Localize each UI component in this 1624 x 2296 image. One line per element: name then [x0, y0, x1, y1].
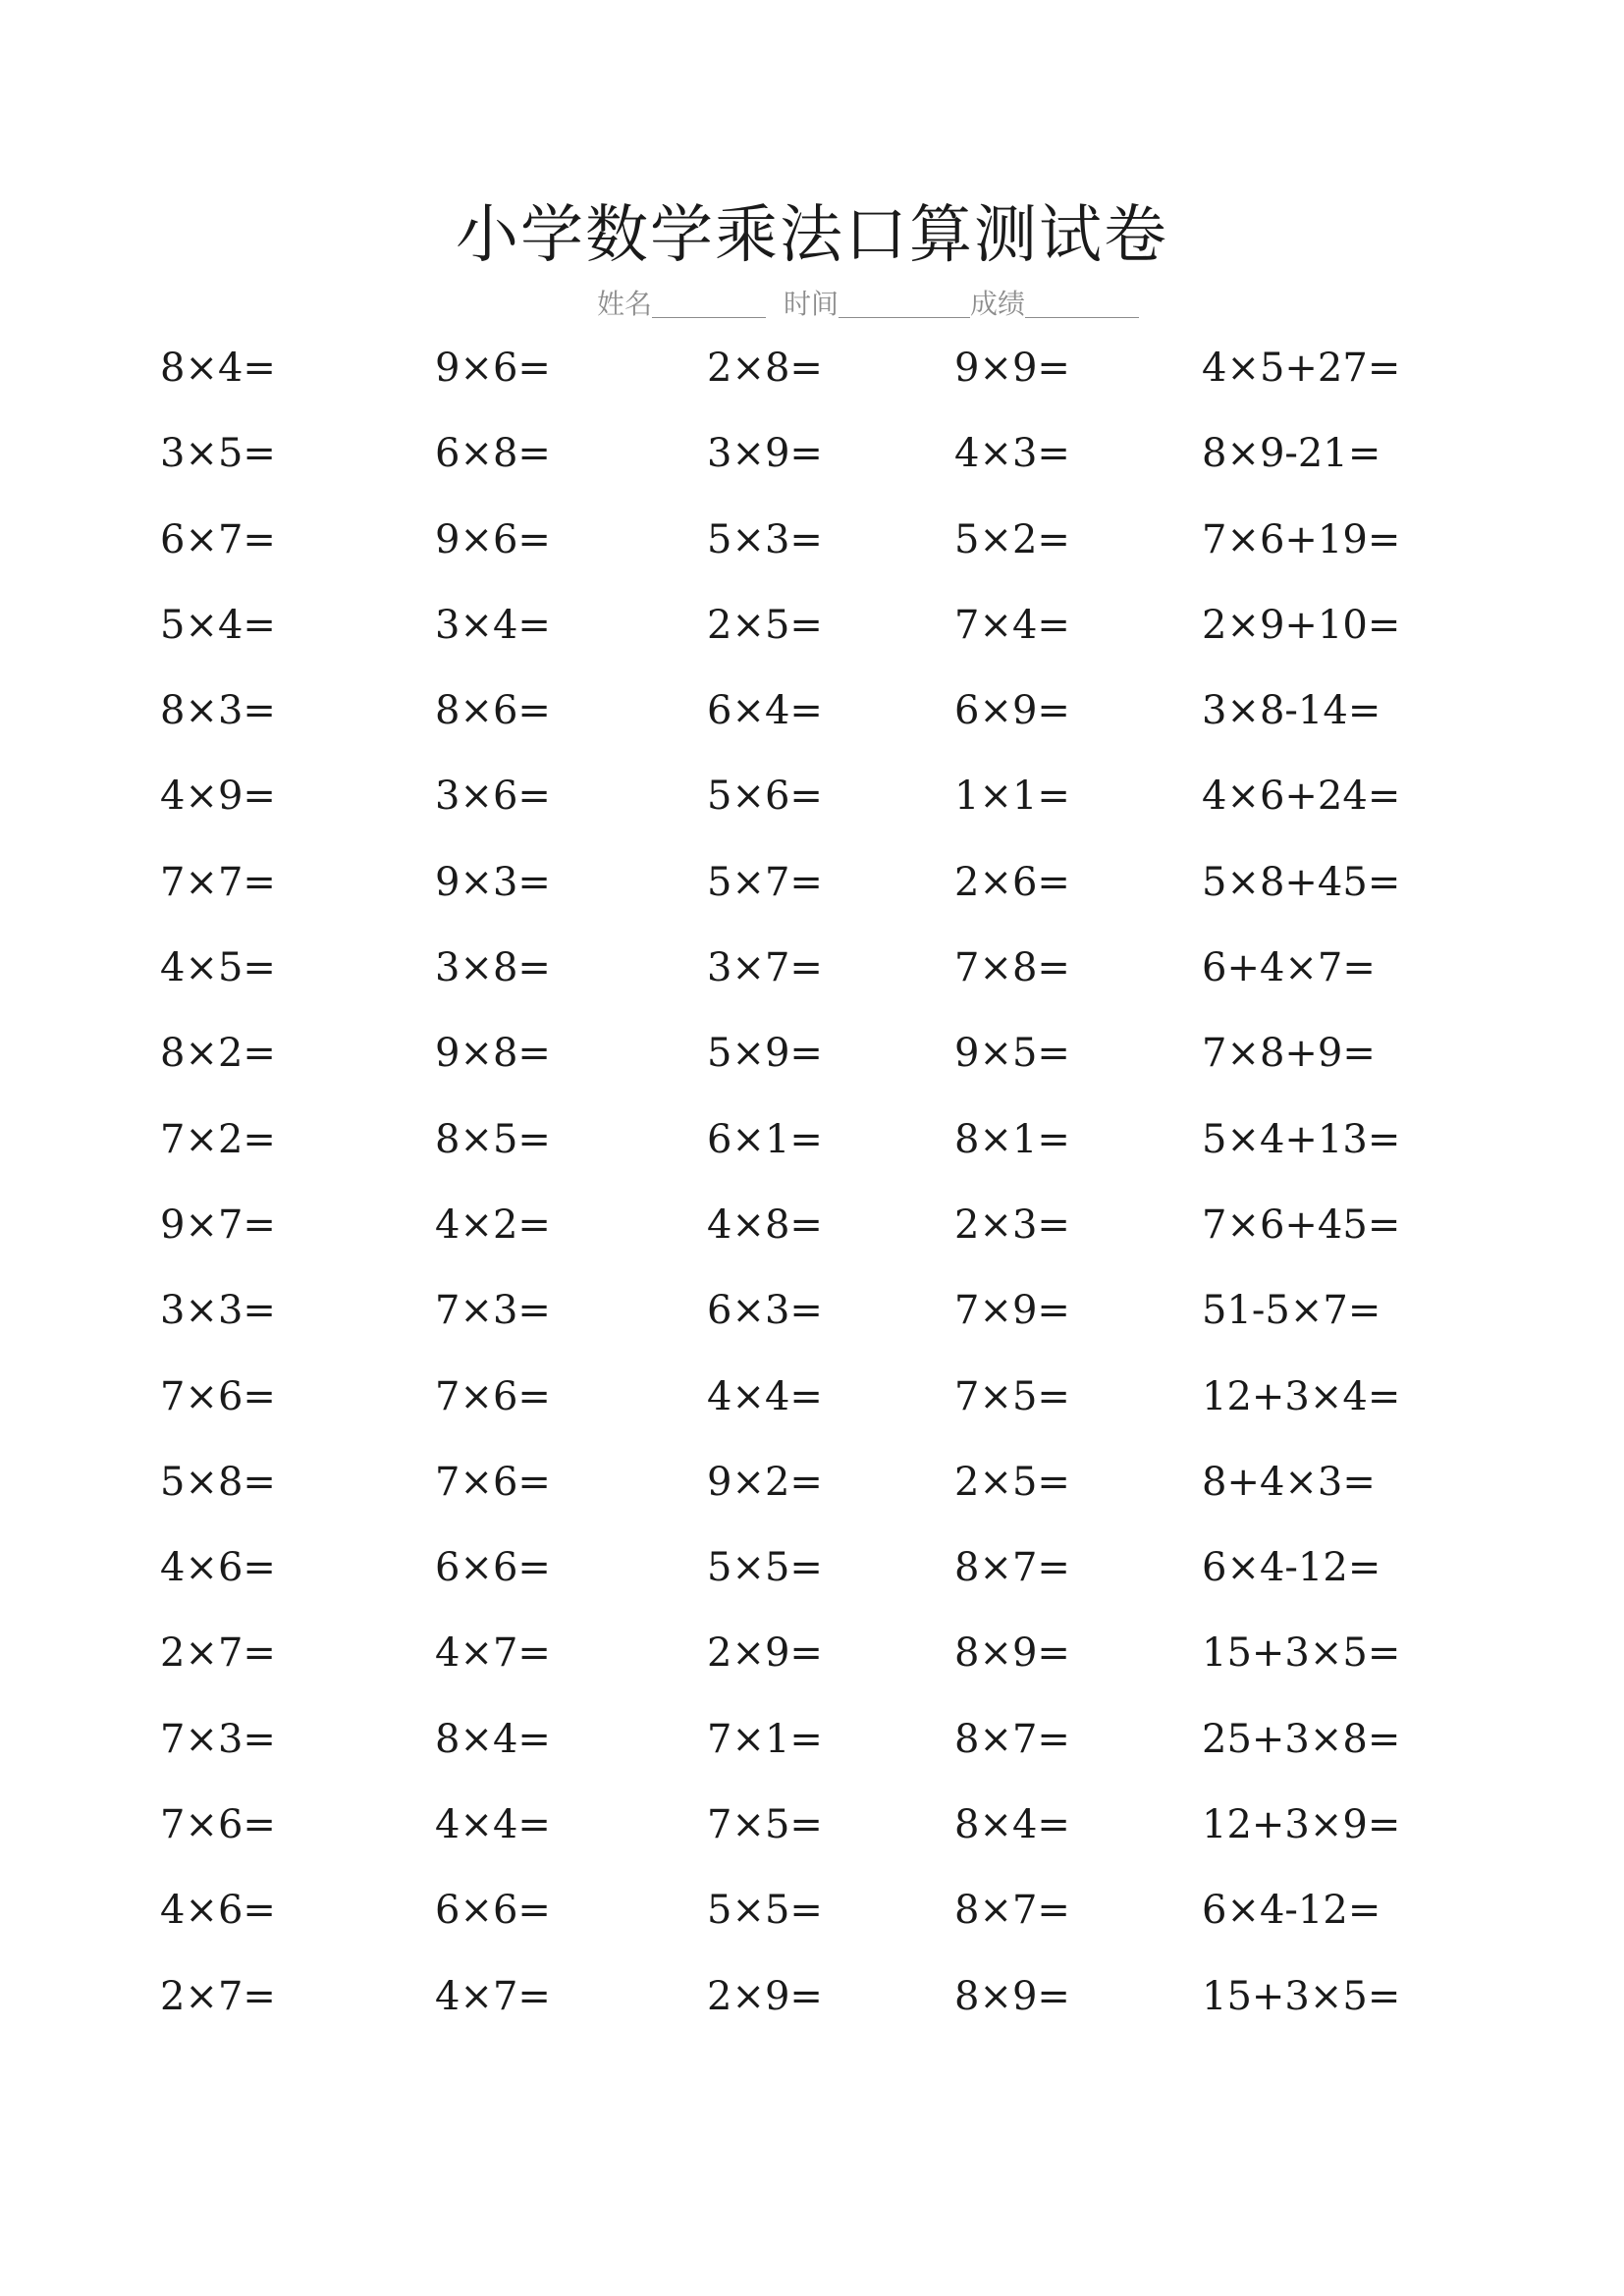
problem-item: 3×4=: [435, 602, 551, 648]
problem-item: 2×3=: [954, 1201, 1070, 1248]
problem-item: 9×6=: [435, 516, 551, 562]
problem-row: [0, 934, 1624, 1019]
problem-item: 5×9=: [707, 1031, 823, 1077]
problem-item: 3×6=: [435, 774, 551, 820]
problem-item: 4×9=: [160, 774, 276, 820]
problem-item: 6×1=: [707, 1116, 823, 1162]
problem-item: 2×6=: [954, 859, 1070, 905]
problem-item: 5×2=: [954, 516, 1070, 562]
problem-item: 6×6=: [435, 1545, 551, 1591]
problem-item: 8×9=: [954, 1630, 1070, 1677]
problem-item: 4×5+27=: [1202, 346, 1401, 391]
problem-item: 7×4=: [954, 602, 1070, 648]
problem-item: 5×8=: [160, 1459, 276, 1505]
problem-item: 5×3=: [707, 516, 823, 562]
problem-row: [0, 334, 1624, 419]
problem-row: [0, 1105, 1624, 1191]
name-blank[interactable]: [652, 286, 766, 318]
problem-item: 2×8=: [707, 346, 823, 391]
problem-item: 9×5=: [954, 1031, 1070, 1077]
problem-item: 9×2=: [707, 1459, 823, 1505]
problem-item: 5×8+45=: [1202, 859, 1401, 905]
problem-item: 7×7=: [160, 859, 276, 905]
problem-item: 1×1=: [954, 774, 1070, 820]
problem-item: 9×8=: [435, 1031, 551, 1077]
problem-item: 7×6+45=: [1202, 1201, 1401, 1248]
problem-item: 6×4-12=: [1202, 1545, 1381, 1591]
problem-item: 8×4=: [954, 1802, 1070, 1848]
problem-item: 5×7=: [707, 859, 823, 905]
problem-item: 2×5=: [707, 602, 823, 648]
page-title: 小学数学乘法口算测试卷: [456, 199, 1168, 272]
problem-item: 5×5=: [707, 1545, 823, 1591]
problem-item: 4×6+24=: [1202, 774, 1401, 820]
problem-item: 2×7=: [160, 1973, 276, 2019]
problem-item: 5×6=: [707, 774, 823, 820]
problem-item: 7×6+19=: [1202, 516, 1401, 562]
problem-row: [0, 1276, 1624, 1362]
problem-item: 4×7=: [435, 1973, 551, 2019]
problem-item: 15+3×5=: [1202, 1630, 1401, 1677]
problem-item: 12+3×9=: [1202, 1802, 1401, 1848]
name-label: 姓名: [597, 288, 653, 320]
problem-item: 7×8+9=: [1202, 1031, 1376, 1077]
time-label: 时间: [784, 288, 839, 320]
problem-item: 8×5=: [435, 1116, 551, 1162]
problem-row: [0, 848, 1624, 934]
student-info-line: [597, 285, 1139, 324]
problem-grid: [0, 334, 1624, 2048]
problem-item: 7×9=: [954, 1288, 1070, 1334]
problem-row: [0, 1876, 1624, 1961]
problem-item: 8×4=: [160, 346, 276, 391]
problem-item: 25+3×8=: [1202, 1716, 1401, 1762]
problem-item: 8×7=: [954, 1888, 1070, 1934]
problem-item: 2×7=: [160, 1630, 276, 1677]
problem-item: 7×3=: [435, 1288, 551, 1334]
problem-item: 4×8=: [707, 1201, 823, 1248]
problem-row: [0, 1705, 1624, 1790]
problem-row: [0, 1191, 1624, 1276]
problem-item: 3×8=: [435, 945, 551, 991]
problem-item: 2×9=: [707, 1973, 823, 2019]
problem-row: [0, 1362, 1624, 1448]
problem-item: 4×6=: [160, 1545, 276, 1591]
problem-row: [0, 762, 1624, 847]
problem-item: 8×9-21=: [1202, 431, 1381, 477]
problem-item: 5×5=: [707, 1888, 823, 1934]
problem-row: [0, 591, 1624, 676]
problem-item: 8+4×3=: [1202, 1459, 1376, 1505]
problem-row: [0, 676, 1624, 762]
problem-row: [0, 1533, 1624, 1619]
time-blank[interactable]: [839, 286, 970, 318]
problem-row: [0, 1448, 1624, 1533]
problem-item: 2×9=: [707, 1630, 823, 1677]
problem-row: [0, 506, 1624, 591]
problem-item: 7×6=: [435, 1459, 551, 1505]
problem-item: 5×4+13=: [1202, 1116, 1401, 1162]
problem-item: 7×3=: [160, 1716, 276, 1762]
problem-item: 8×9=: [954, 1973, 1070, 2019]
problem-item: 4×6=: [160, 1888, 276, 1934]
problem-item: 15+3×5=: [1202, 1973, 1401, 2019]
problem-row: [0, 1019, 1624, 1104]
problem-row: [0, 1790, 1624, 1876]
problem-item: 4×5=: [160, 945, 276, 991]
problem-item: 6×4-12=: [1202, 1888, 1381, 1934]
problem-item: 8×2=: [160, 1031, 276, 1077]
problem-item: 3×9=: [707, 431, 823, 477]
problem-item: 6×8=: [435, 431, 551, 477]
problem-item: 9×9=: [954, 346, 1070, 391]
problem-item: 3×3=: [160, 1288, 276, 1334]
problem-item: 7×6=: [160, 1373, 276, 1419]
problem-item: 7×6=: [160, 1802, 276, 1848]
problem-item: 6×4=: [707, 688, 823, 734]
problem-row: [0, 1619, 1624, 1704]
problem-item: 7×6=: [435, 1373, 551, 1419]
problem-item: 8×7=: [954, 1545, 1070, 1591]
problem-item: 7×1=: [707, 1716, 823, 1762]
problem-item: 7×5=: [954, 1373, 1070, 1419]
problem-item: 6×6=: [435, 1888, 551, 1934]
problem-item: 3×7=: [707, 945, 823, 991]
problem-item: 4×2=: [435, 1201, 551, 1248]
problem-row: [0, 1962, 1624, 2048]
problem-item: 6×9=: [954, 688, 1070, 734]
problem-item: 9×7=: [160, 1201, 276, 1248]
problem-item: 2×5=: [954, 1459, 1070, 1505]
problem-item: 9×6=: [435, 346, 551, 391]
problem-item: 9×3=: [435, 859, 551, 905]
problem-item: 4×4=: [707, 1373, 823, 1419]
problem-item: 2×9+10=: [1202, 602, 1401, 648]
problem-item: 7×2=: [160, 1116, 276, 1162]
problem-item: 6×7=: [160, 516, 276, 562]
problem-item: 8×3=: [160, 688, 276, 734]
problem-item: 3×8-14=: [1202, 688, 1381, 734]
problem-item: 4×7=: [435, 1630, 551, 1677]
problem-item: 7×5=: [707, 1802, 823, 1848]
problem-item: 7×8=: [954, 945, 1070, 991]
problem-item: 4×3=: [954, 431, 1070, 477]
problem-item: 6×3=: [707, 1288, 823, 1334]
problem-item: 6+4×7=: [1202, 945, 1376, 991]
problem-item: 5×4=: [160, 602, 276, 648]
score-blank[interactable]: [1025, 286, 1139, 318]
problem-item: 3×5=: [160, 431, 276, 477]
problem-item: 51-5×7=: [1202, 1288, 1381, 1334]
problem-item: 8×1=: [954, 1116, 1070, 1162]
problem-item: 4×4=: [435, 1802, 551, 1848]
problem-item: 8×7=: [954, 1716, 1070, 1762]
problem-row: [0, 419, 1624, 505]
problem-item: 8×6=: [435, 688, 551, 734]
problem-item: 8×4=: [435, 1716, 551, 1762]
score-label: 成绩: [970, 288, 1026, 320]
problem-item: 12+3×4=: [1202, 1373, 1401, 1419]
